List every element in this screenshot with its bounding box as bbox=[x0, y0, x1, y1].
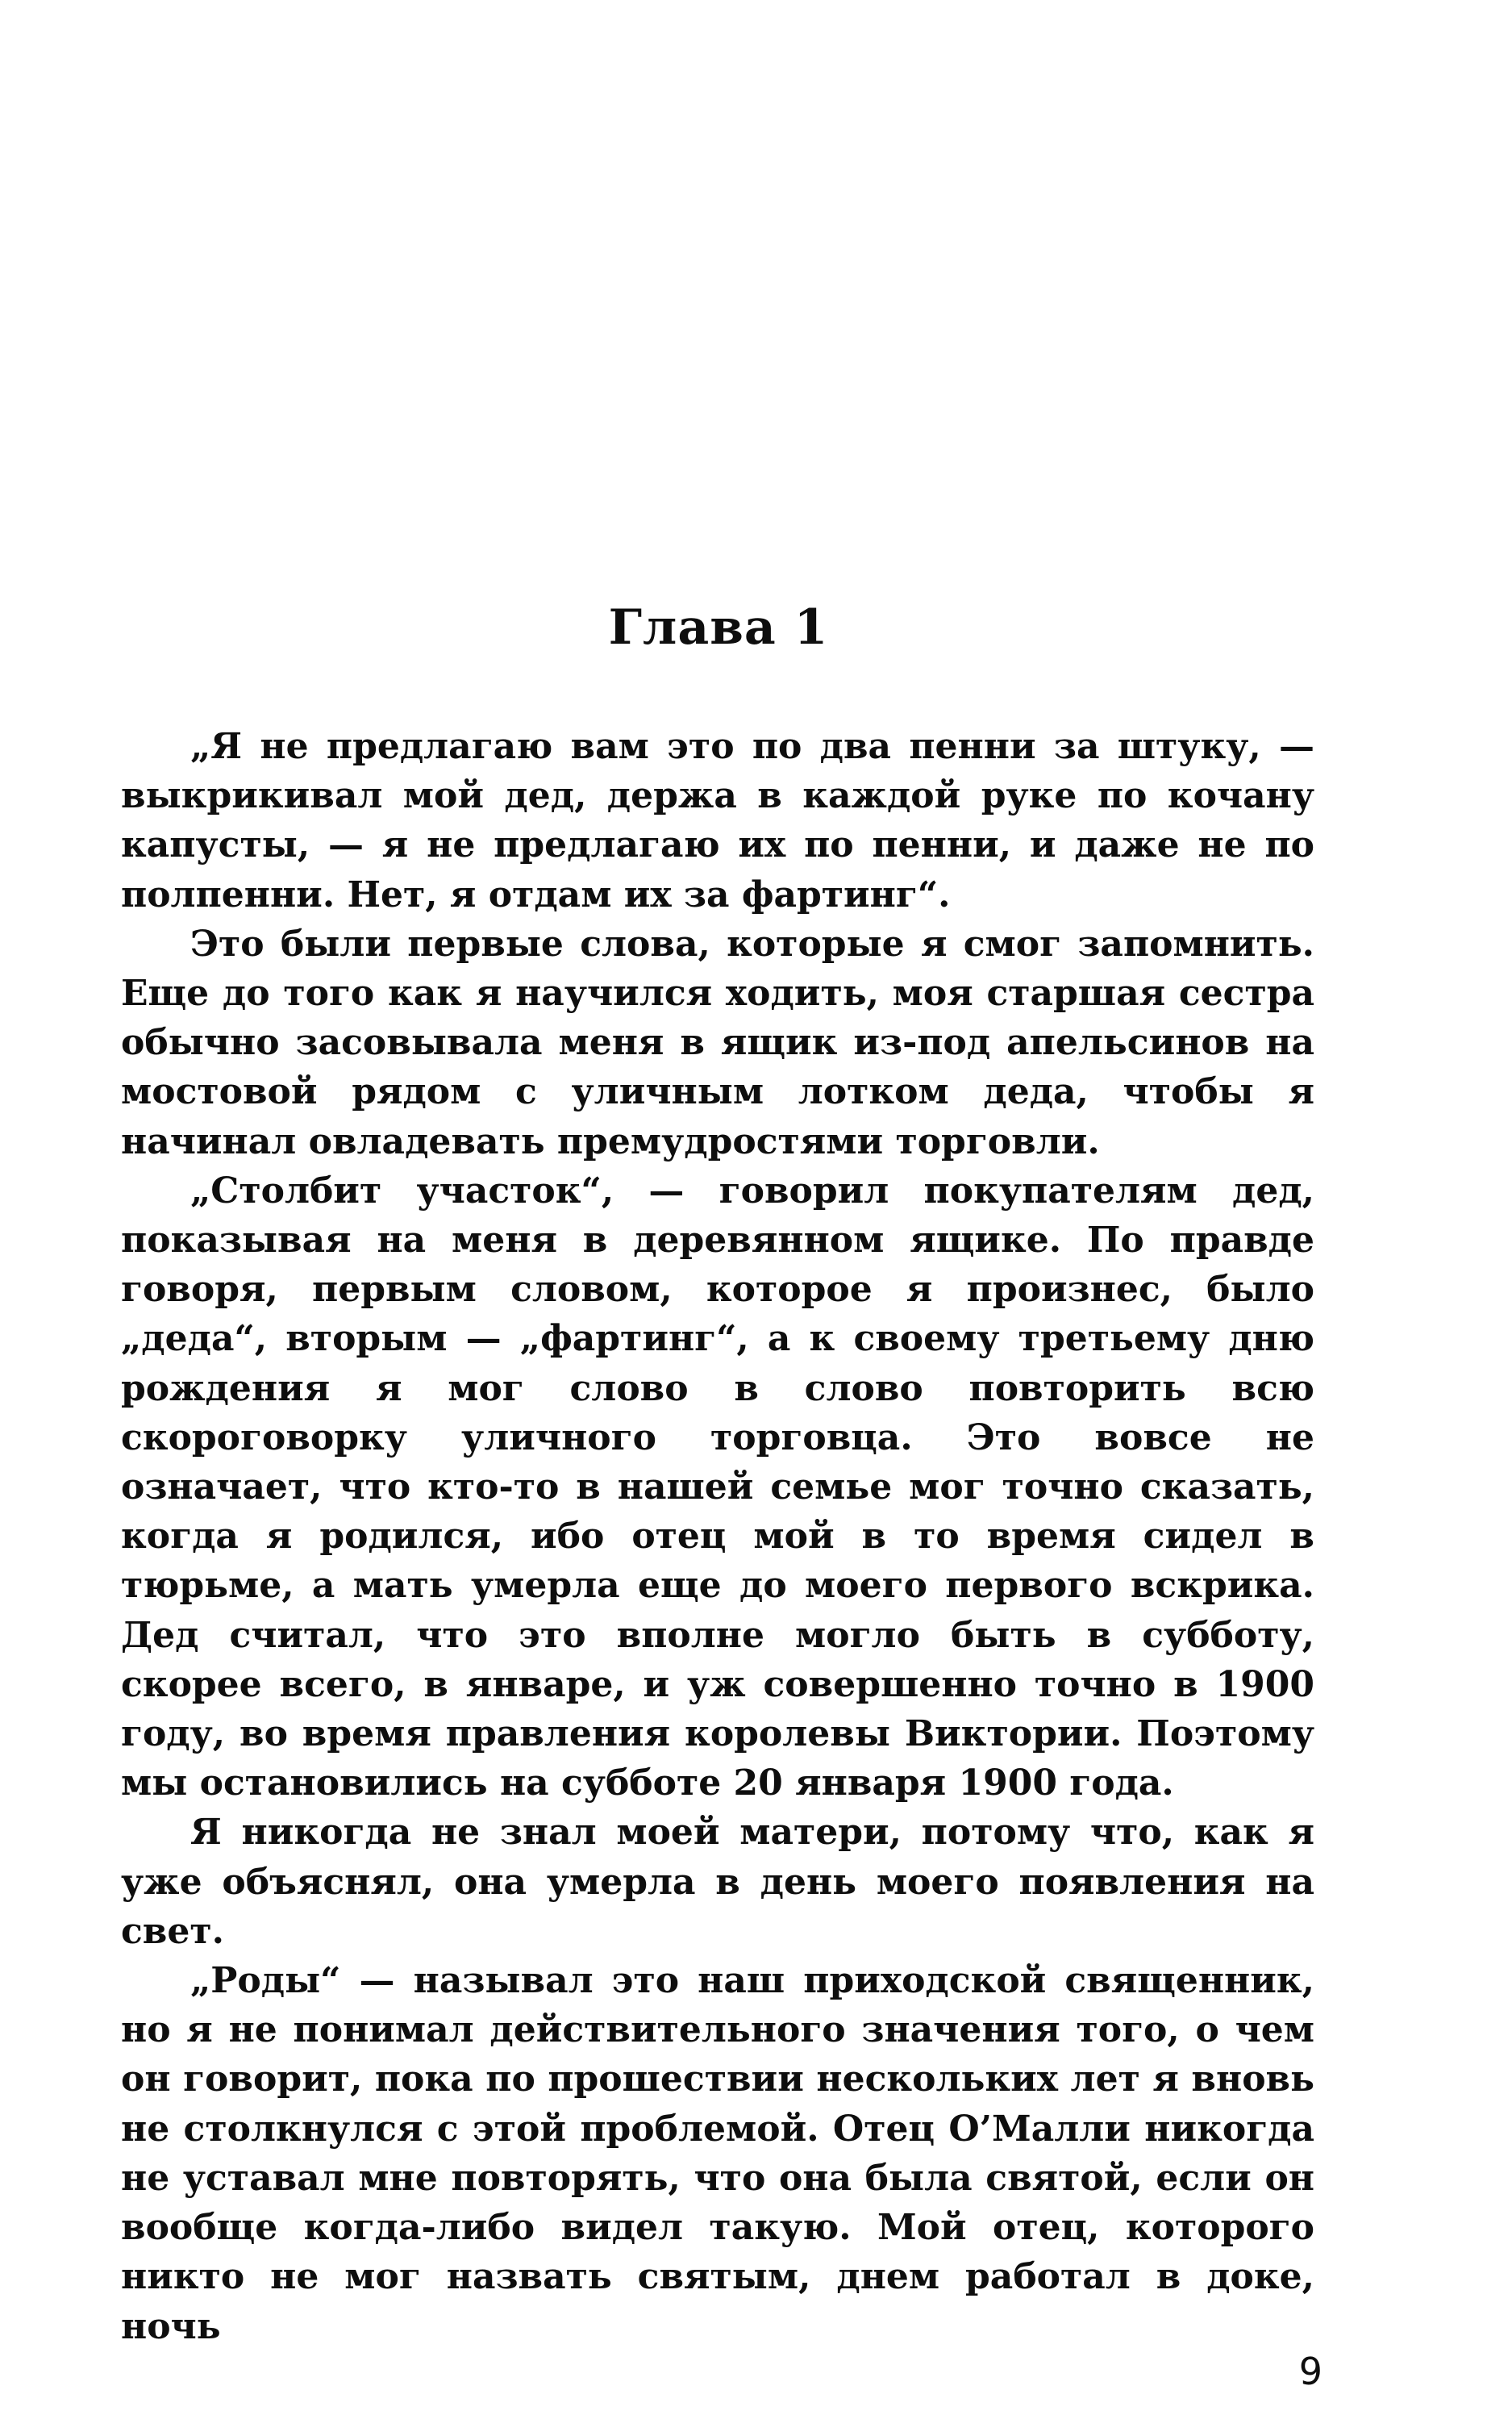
paragraph-1: „Я не предлагаю вам это по два пенни за штуку, — выкрикивал мой дед, держа в каждой руке по кочану капусты, — я не предлагаю их по пенни, и даже не по полпенни. Нет, я отдам их за фартинг“. bbox=[121, 726, 1314, 916]
chapter-body bbox=[121, 722, 1314, 2351]
page-number: 9 bbox=[1298, 2350, 1322, 2393]
paragraph-5: „Роды“ — называл это наш приходской священник, но я не понимал действительного значения того, о чем он говорит, пока по прошествии нескольких лет я вновь не столкнулся с этой проблемой. Отец О’Малли никогда не уставал мне повторять, что она была святой, если он вообще когда-либо видел такую. Мой отец, которого никто не мог назвать святым, днем работал в доке, ночь bbox=[121, 1960, 1314, 2347]
paragraph-2: Это были первые слова, которые я смог запомнить. Еще до того как я научился ходить, моя старшая сестра обычно засовывала меня в ящик из-под апельсинов на мостовой рядом с уличным лотком деда, чтобы я начинал овладевать премудростями торговли. bbox=[121, 923, 1314, 1162]
chapter-title: Глава 1 bbox=[608, 599, 829, 656]
paragraph-3: „Столбит участок“, — говорил покупателям дед, показывая на меня в деревянном ящике. По правде говоря, первым словом, которое я произнес, было „деда“, вторым — „фартинг“, а к своему третьему дню рождения я мог слово в слово повторить всю скороговорку уличного торговца. Это вовсе не означает, что кто-то в нашей семье мог точно сказать, когда я родился, ибо отец мой в то время сидел в тюрьме, а мать умерла еще до моего первого вскрика. Дед считал, что это вполне могло быть в субботу, скорее всего, в январе, и уж совершенно точно в 1900 году, во время правления королевы Виктории. Поэтому мы остановились на субботе 20 января 1900 года. bbox=[121, 1170, 1314, 1804]
paragraph-4: Я никогда не знал моей матери, потому что, как я уже объяснял, она умерла в день моего появления на свет. bbox=[121, 1812, 1314, 1952]
